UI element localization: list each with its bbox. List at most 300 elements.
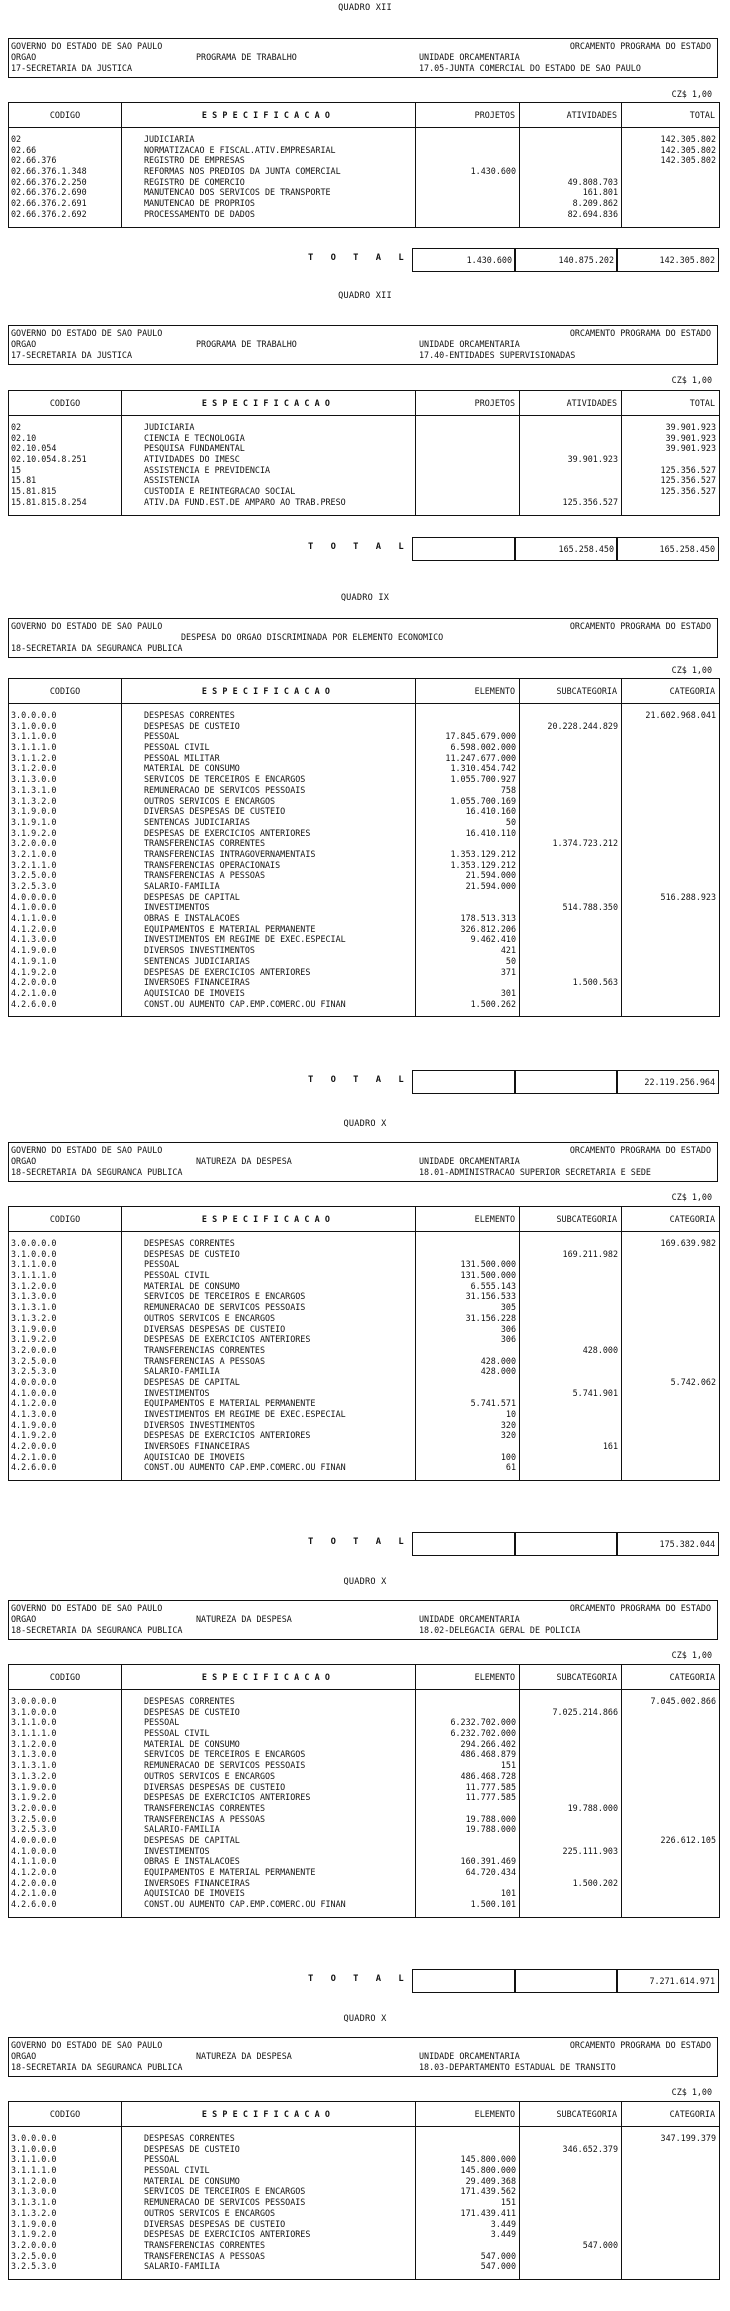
table-row	[9, 1232, 720, 1250]
row-value-col3	[622, 1442, 720, 1453]
currency-unit: CZ$ 1,00	[671, 1650, 712, 1660]
column-header-especificacao: ESPECIFICACAO	[122, 679, 416, 704]
row-value-col1	[416, 893, 520, 904]
row-code: 3.1.3.1.0	[9, 786, 122, 797]
row-code: 3.1.1.1.0	[9, 1271, 122, 1282]
row-value-col2	[520, 1889, 622, 1900]
row-value-col2	[520, 434, 622, 445]
row-code: 3.1.3.1.0	[9, 1303, 122, 1314]
row-value-col3	[622, 1282, 720, 1293]
row-code: 4.1.2.0.0	[9, 1399, 122, 1410]
total-label: T O T A L	[308, 1537, 410, 1547]
quadro-title: QUADRO X	[343, 1577, 387, 1587]
total-value-col1	[412, 1070, 516, 1094]
row-value-col2	[520, 1900, 622, 1917]
row-value-col2	[520, 1815, 622, 1826]
row-value-col3	[622, 2177, 720, 2188]
row-code: 4.2.1.0.0	[9, 1453, 122, 1464]
row-description: INVESTIMENTOS	[122, 1847, 416, 1858]
row-value-col1: 50	[416, 818, 520, 829]
row-description: MANUTENCAO DOS SERVICOS DE TRANSPORTE	[122, 188, 416, 199]
row-value-col3	[622, 178, 720, 189]
row-code: 3.2.0.0.0	[9, 1804, 122, 1815]
total-value-col2	[514, 1969, 618, 1993]
row-code: 02.10.054	[9, 444, 122, 455]
row-value-col3: 142.305.802	[622, 128, 720, 146]
row-code: 4.1.0.0.0	[9, 1389, 122, 1400]
row-value-col1: 29.409.368	[416, 2177, 520, 2188]
row-code: 3.2.5.0.0	[9, 2252, 122, 2263]
total-value-col1	[412, 1969, 516, 1993]
row-value-col1: 6.555.143	[416, 1282, 520, 1293]
unidade-value: 18.01-ADMINISTRACAO SUPERIOR SECRETARIA E SEDE	[419, 1167, 651, 1177]
row-value-col2	[520, 989, 622, 1000]
row-code: 3.1.9.0.0	[9, 1783, 122, 1794]
table-row	[9, 1729, 720, 1740]
row-value-col3	[622, 775, 720, 786]
row-value-col1: 101	[416, 1889, 520, 1900]
row-description: PESSOAL	[122, 2155, 416, 2166]
row-description: TRANSFERENCIAS CORRENTES	[122, 1804, 416, 1815]
table-row	[9, 2155, 720, 2166]
budget-table	[8, 102, 720, 228]
row-code: 02	[9, 128, 122, 146]
row-value-col1: 371	[416, 968, 520, 979]
row-value-col3	[622, 1708, 720, 1719]
table-row	[9, 156, 720, 167]
row-value-col3	[622, 1793, 720, 1804]
row-value-col3	[622, 989, 720, 1000]
budget-program-label: ORCAMENTO PROGRAMA DO ESTADO	[569, 41, 711, 51]
row-value-col1: 294.266.402	[416, 1740, 520, 1751]
table-row	[9, 839, 720, 850]
row-value-col1: 145.800.000	[416, 2155, 520, 2166]
row-value-col2: 8.209.862	[520, 199, 622, 210]
table-row	[9, 861, 720, 872]
row-description: DESPESAS DE EXERCICIOS ANTERIORES	[122, 2230, 416, 2241]
row-value-col3	[622, 1761, 720, 1772]
table-row	[9, 1690, 720, 1708]
table-row	[9, 1900, 720, 1917]
row-description: PESQUISA FUNDAMENTAL	[122, 444, 416, 455]
total-value-col1	[412, 537, 516, 561]
orgao-label: ORGAO	[11, 2051, 37, 2061]
row-description: OUTROS SERVICOS E ENCARGOS	[122, 2209, 416, 2220]
table-row	[9, 775, 720, 786]
row-value-col2	[520, 2209, 622, 2220]
row-code: 02.66.376.2.692	[9, 210, 122, 227]
row-value-col1	[416, 444, 520, 455]
row-value-col3	[622, 1357, 720, 1368]
row-code: 02.66.376.1.348	[9, 167, 122, 178]
row-code: 15.81.815.8.254	[9, 498, 122, 515]
row-value-col1: 320	[416, 1431, 520, 1442]
table-row	[9, 1708, 720, 1719]
row-value-col1: 178.513.313	[416, 914, 520, 925]
row-value-col2	[520, 1000, 622, 1017]
row-description: PESSOAL CIVIL	[122, 2166, 416, 2177]
row-value-col2: 20.228.244.829	[520, 722, 622, 733]
row-description: TRANSFERENCIAS CORRENTES	[122, 2241, 416, 2252]
row-description: SERVICOS DE TERCEIROS E ENCARGOS	[122, 1292, 416, 1303]
table-row	[9, 903, 720, 914]
row-code: 4.1.0.0.0	[9, 903, 122, 914]
row-code: 4.1.0.0.0	[9, 1847, 122, 1858]
row-value-col3	[622, 914, 720, 925]
quadro-header-box	[8, 1142, 718, 1182]
table-row	[9, 871, 720, 882]
row-value-col2	[520, 1690, 622, 1708]
row-code: 4.0.0.0.0	[9, 893, 122, 904]
row-code: 4.1.2.0.0	[9, 1868, 122, 1879]
row-code: 4.2.6.0.0	[9, 1463, 122, 1480]
row-code: 3.1.1.1.0	[9, 1729, 122, 1740]
table-row	[9, 1463, 720, 1480]
row-code: 4.1.3.0.0	[9, 1410, 122, 1421]
row-code: 3.2.0.0.0	[9, 1346, 122, 1357]
table-row	[9, 722, 720, 733]
column-header-categoria: CATEGORIA	[622, 1665, 720, 1690]
row-description: MATERIAL DE CONSUMO	[122, 1740, 416, 1751]
quadro-title: QUADRO IX	[340, 593, 390, 603]
row-description: PROCESSAMENTO DE DADOS	[122, 210, 416, 227]
row-description: DIVERSAS DESPESAS DE CUSTEIO	[122, 807, 416, 818]
row-value-col2	[520, 1783, 622, 1794]
row-code: 4.0.0.0.0	[9, 1378, 122, 1389]
row-code: 4.1.3.0.0	[9, 935, 122, 946]
row-value-col1: 1.055.700.169	[416, 797, 520, 808]
table-row	[9, 1825, 720, 1836]
row-description: PESSOAL MILITAR	[122, 754, 416, 765]
row-description: SENTENCAS JUDICIARIAS	[122, 818, 416, 829]
row-value-col2	[520, 914, 622, 925]
row-code: 4.1.9.0.0	[9, 946, 122, 957]
row-code: 4.1.2.0.0	[9, 925, 122, 936]
table-row	[9, 1815, 720, 1826]
row-description: CUSTODIA E REINTEGRACAO SOCIAL	[122, 487, 416, 498]
row-value-col1: 486.468.879	[416, 1750, 520, 1761]
row-value-col2: 125.356.527	[520, 498, 622, 515]
table-row	[9, 2177, 720, 2188]
table-row	[9, 2252, 720, 2263]
row-value-col2: 547.000	[520, 2241, 622, 2252]
table-row	[9, 850, 720, 861]
row-value-col3: 142.305.802	[622, 146, 720, 157]
budget-program-label: ORCAMENTO PROGRAMA DO ESTADO	[569, 2040, 711, 2050]
column-header-total: TOTAL	[622, 103, 720, 128]
row-value-col1: 10	[416, 1410, 520, 1421]
table-row	[9, 1250, 720, 1261]
row-value-col3	[622, 1718, 720, 1729]
row-description: INVESTIMENTOS	[122, 1389, 416, 1400]
table-row	[9, 1804, 720, 1815]
row-value-col3	[622, 871, 720, 882]
row-value-col1: 64.720.434	[416, 1868, 520, 1879]
row-code: 02.66.376.2.691	[9, 199, 122, 210]
row-description: DESPESAS CORRENTES	[122, 1232, 416, 1250]
row-value-col1: 21.594.000	[416, 882, 520, 893]
row-value-col3	[622, 839, 720, 850]
row-code: 3.1.3.2.0	[9, 2209, 122, 2220]
row-description: AQUISICAO DE IMOVEIS	[122, 989, 416, 1000]
row-description: REFORMAS NOS PREDIOS DA JUNTA COMERCIAL	[122, 167, 416, 178]
row-value-col3	[622, 2241, 720, 2252]
row-value-col3	[622, 957, 720, 968]
row-value-col2: 428.000	[520, 1346, 622, 1357]
row-value-col1: 306	[416, 1335, 520, 1346]
row-value-col1	[416, 466, 520, 477]
row-value-col2	[520, 1750, 622, 1761]
row-value-col1: 421	[416, 946, 520, 957]
table-row	[9, 128, 720, 146]
row-description: DIVERSOS INVESTIMENTOS	[122, 1421, 416, 1432]
row-code: 3.1.9.2.0	[9, 1335, 122, 1346]
row-description: DESPESAS DE CAPITAL	[122, 1378, 416, 1389]
budget-program-label: ORCAMENTO PROGRAMA DO ESTADO	[569, 1145, 711, 1155]
row-value-col2	[520, 1292, 622, 1303]
row-description: INVERSOES FINANCEIRAS	[122, 1442, 416, 1453]
table-row	[9, 2166, 720, 2177]
row-value-col3	[622, 1421, 720, 1432]
row-code: 4.2.6.0.0	[9, 1900, 122, 1917]
row-value-col3: 516.288.923	[622, 893, 720, 904]
row-description: REMUNERACAO DE SERVICOS PESSOAIS	[122, 1761, 416, 1772]
row-value-col2	[520, 946, 622, 957]
row-value-col1: 145.800.000	[416, 2166, 520, 2177]
column-header-atividades: ATIVIDADES	[520, 103, 622, 128]
row-code: 02.66	[9, 146, 122, 157]
row-code: 3.1.9.0.0	[9, 1325, 122, 1336]
row-value-col2	[520, 1399, 622, 1410]
row-value-col3: 39.901.923	[622, 444, 720, 455]
row-value-col2	[520, 2155, 622, 2166]
row-code: 3.2.1.1.0	[9, 861, 122, 872]
row-code: 02.66.376.2.250	[9, 178, 122, 189]
report-subtitle: PROGRAMA DE TRABALHO	[196, 339, 297, 349]
row-value-col2: 7.025.214.866	[520, 1708, 622, 1719]
column-header-elemento: ELEMENTO	[416, 1665, 520, 1690]
row-value-col3	[622, 1815, 720, 1826]
row-value-col1: 50	[416, 957, 520, 968]
row-value-col3	[622, 1750, 720, 1761]
table-row	[9, 786, 720, 797]
row-code: 3.1.2.0.0	[9, 1740, 122, 1751]
row-code: 3.1.9.0.0	[9, 2220, 122, 2231]
budget-table	[8, 2101, 720, 2280]
row-description: CONST.OU AUMENTO CAP.EMP.COMERC.OU FINAN	[122, 1000, 416, 1017]
row-code: 3.1.2.0.0	[9, 1282, 122, 1293]
row-value-col3	[622, 1868, 720, 1879]
row-value-col3	[622, 210, 720, 227]
row-value-col3: 5.742.062	[622, 1378, 720, 1389]
row-value-col2	[520, 1357, 622, 1368]
row-description: TRANSFERENCIAS A PESSOAS	[122, 1357, 416, 1368]
row-value-col3	[622, 1431, 720, 1442]
row-value-col2	[520, 1463, 622, 1480]
row-value-col2	[520, 1825, 622, 1836]
row-description: DESPESAS DE CUSTEIO	[122, 722, 416, 733]
table-row	[9, 914, 720, 925]
table-row	[9, 1389, 720, 1400]
row-value-col1: 547.000	[416, 2252, 520, 2263]
row-value-col1: 171.439.411	[416, 2209, 520, 2220]
row-value-col1	[416, 476, 520, 487]
unidade-label: UNIDADE ORCAMENTARIA	[419, 2051, 520, 2061]
table-header-row	[9, 103, 720, 128]
quadro-title: QUADRO X	[343, 2014, 387, 2024]
table-row	[9, 1783, 720, 1794]
row-value-col1	[416, 1836, 520, 1847]
row-value-col2	[520, 416, 622, 434]
orgao-label: ORGAO	[11, 52, 37, 62]
row-description: PESSOAL CIVIL	[122, 1271, 416, 1282]
table-row	[9, 754, 720, 765]
row-value-col3	[622, 2252, 720, 2263]
row-value-col1: 16.410.110	[416, 829, 520, 840]
unidade-value: 18.02-DELEGACIA GERAL DE POLICIA	[419, 1625, 581, 1635]
row-value-col1: 11.777.585	[416, 1793, 520, 1804]
row-value-col1: 1.500.262	[416, 1000, 520, 1017]
row-value-col2	[520, 1453, 622, 1464]
table-row	[9, 1271, 720, 1282]
row-value-col2	[520, 2177, 622, 2188]
row-value-col2	[520, 807, 622, 818]
row-code: 3.1.9.2.0	[9, 829, 122, 840]
row-code: 02.66.376.2.690	[9, 188, 122, 199]
row-value-col3: 39.901.923	[622, 416, 720, 434]
row-value-col2	[520, 2166, 622, 2177]
currency-unit: CZ$ 1,00	[671, 1192, 712, 1202]
table-row	[9, 989, 720, 1000]
row-value-col2	[520, 882, 622, 893]
column-header-projetos: PROJETOS	[416, 103, 520, 128]
row-value-col2	[520, 1857, 622, 1868]
row-value-col1: 428.000	[416, 1357, 520, 1368]
row-value-col2: 5.741.901	[520, 1389, 622, 1400]
row-description: SERVICOS DE TERCEIROS E ENCARGOS	[122, 775, 416, 786]
row-description: EQUIPAMENTOS E MATERIAL PERMANENTE	[122, 1868, 416, 1879]
quadro-header-box	[8, 1600, 718, 1640]
report-subtitle: NATUREZA DA DESPESA	[196, 2051, 292, 2061]
row-value-col3: 226.612.105	[622, 1836, 720, 1847]
orgao-label: ORGAO	[11, 1614, 37, 1624]
row-description: TRANSFERENCIAS A PESSOAS	[122, 871, 416, 882]
table-row	[9, 1357, 720, 1368]
row-description: INVERSOES FINANCEIRAS	[122, 978, 416, 989]
row-description: NORMATIZACAO E FISCAL.ATIV.EMPRESARIAL	[122, 146, 416, 157]
row-value-col3	[622, 2187, 720, 2198]
row-value-col1: 31.156.228	[416, 1314, 520, 1325]
row-value-col1: 160.391.469	[416, 1857, 520, 1868]
row-value-col3	[622, 786, 720, 797]
row-value-col2: 346.652.379	[520, 2145, 622, 2156]
column-header-especificacao: ESPECIFICACAO	[122, 103, 416, 128]
budget-table	[8, 390, 720, 516]
row-description: TRANSFERENCIAS INTRAGOVERNAMENTAIS	[122, 850, 416, 861]
row-value-col3	[622, 2155, 720, 2166]
table-row	[9, 1442, 720, 1453]
table-row	[9, 2220, 720, 2231]
row-value-col3	[622, 1879, 720, 1890]
row-value-col1: 21.594.000	[416, 871, 520, 882]
row-code: 3.1.3.1.0	[9, 2198, 122, 2209]
row-description: DIVERSAS DESPESAS DE CUSTEIO	[122, 1783, 416, 1794]
row-value-col3	[622, 903, 720, 914]
orgao-value: 18-SECRETARIA DA SEGURANCA PUBLICA	[11, 1625, 183, 1635]
column-header-total: TOTAL	[622, 391, 720, 416]
row-value-col2: 49.808.703	[520, 178, 622, 189]
row-value-col1	[416, 1690, 520, 1708]
row-value-col2	[520, 156, 622, 167]
row-value-col2	[520, 1761, 622, 1772]
row-code: 3.1.2.0.0	[9, 2177, 122, 2188]
column-header-especificacao: ESPECIFICACAO	[122, 1665, 416, 1690]
row-description: MANUTENCAO DE PROPRIOS	[122, 199, 416, 210]
row-value-col2	[520, 1325, 622, 1336]
row-description: DESPESAS DE EXERCICIOS ANTERIORES	[122, 1335, 416, 1346]
table-row	[9, 1857, 720, 1868]
table-row	[9, 978, 720, 989]
row-value-col2	[520, 1367, 622, 1378]
row-code: 02	[9, 416, 122, 434]
row-description: DESPESAS CORRENTES	[122, 2127, 416, 2145]
row-value-col3	[622, 732, 720, 743]
row-value-col1: 31.156.533	[416, 1292, 520, 1303]
row-value-col1	[416, 487, 520, 498]
column-header-categoria: CATEGORIA	[622, 2102, 720, 2127]
quadro-title: QUADRO XII	[338, 291, 392, 301]
row-code: 3.1.0.0.0	[9, 722, 122, 733]
row-code: 3.1.1.0.0	[9, 1718, 122, 1729]
column-header-codigo: CODIGO	[9, 2102, 122, 2127]
row-code: 4.2.0.0.0	[9, 1442, 122, 1453]
row-value-col3	[622, 1772, 720, 1783]
row-description: JUDICIARIA	[122, 128, 416, 146]
row-value-col2	[520, 754, 622, 765]
table-header-row	[9, 1665, 720, 1690]
column-header-especificacao: ESPECIFICACAO	[122, 2102, 416, 2127]
row-code: 3.2.0.0.0	[9, 2241, 122, 2252]
total-value-col2	[514, 1532, 618, 1556]
row-value-col1	[416, 1346, 520, 1357]
row-code: 4.2.1.0.0	[9, 989, 122, 1000]
row-value-col2	[520, 818, 622, 829]
row-value-col2	[520, 1232, 622, 1250]
government-label: GOVERNO DO ESTADO DE SAO PAULO	[11, 2040, 163, 2050]
currency-unit: CZ$ 1,00	[671, 665, 712, 675]
total-label: T O T A L	[308, 1075, 410, 1085]
row-description: JUDICIARIA	[122, 416, 416, 434]
row-description: MATERIAL DE CONSUMO	[122, 764, 416, 775]
row-description: DIVERSOS INVESTIMENTOS	[122, 946, 416, 957]
row-value-col3: 7.045.002.866	[622, 1690, 720, 1708]
row-description: SALARIO-FAMILIA	[122, 2262, 416, 2279]
column-header-subcategoria: SUBCATEGORIA	[520, 679, 622, 704]
table-row	[9, 807, 720, 818]
row-code: 3.0.0.0.0	[9, 704, 122, 722]
table-row	[9, 1325, 720, 1336]
table-row	[9, 1772, 720, 1783]
row-value-col1: 301	[416, 989, 520, 1000]
row-value-col3: 125.356.527	[622, 487, 720, 498]
row-code: 3.1.3.0.0	[9, 775, 122, 786]
row-description: SALARIO-FAMILIA	[122, 1367, 416, 1378]
row-description: MATERIAL DE CONSUMO	[122, 2177, 416, 2188]
row-code: 4.2.0.0.0	[9, 1879, 122, 1890]
row-description: OUTROS SERVICOS E ENCARGOS	[122, 1314, 416, 1325]
row-value-col1	[416, 2127, 520, 2145]
quadro-header-box	[8, 2037, 718, 2077]
